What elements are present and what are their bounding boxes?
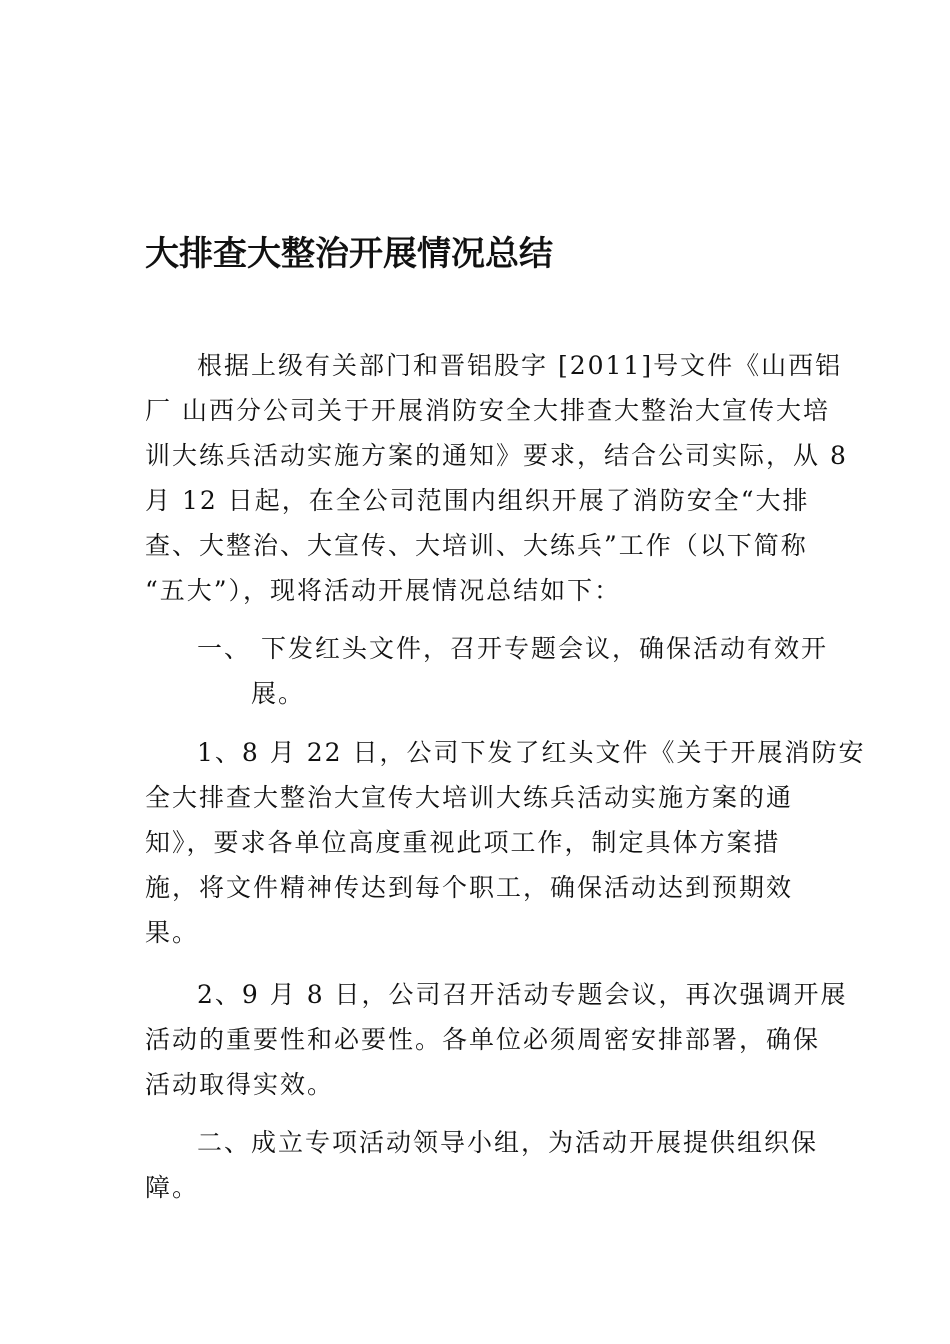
item-paragraph-1 <box>145 730 866 955</box>
paragraph-line: 果。 <box>145 918 200 947</box>
document-title: 大排查大整治开展情况总结 <box>145 234 553 274</box>
heading-line: 二、成立专项活动领导小组，为活动开展提供组织保 <box>197 1128 819 1157</box>
paragraph-line: 活动的重要性和必要性。各单位必须周密安排部署，确保 <box>145 1025 821 1054</box>
paragraph-line: 根据上级有关部门和晋铝股字 [2011]号文件《山西铝 <box>197 351 843 380</box>
paragraph-line: 查、大整治、大宣传、大培训、大练兵”工作（以下简称 <box>145 531 808 560</box>
heading-line: 展。 <box>251 679 306 708</box>
paragraph-line: 1、8 月 22 日，公司下发了红头文件《关于开展消防安 <box>197 738 866 767</box>
paragraph-line: “五大”），现将活动开展情况总结如下： <box>145 576 622 605</box>
paragraph-line: 训大练兵活动实施方案的通知》要求，结合公司实际，从 8 <box>145 441 848 470</box>
paragraph-line: 知》，要求各单位高度重视此项工作，制定具体方案措 <box>145 828 781 857</box>
paragraph-line: 活动取得实效。 <box>145 1070 335 1099</box>
paragraph-line: 月 12 日起，在全公司范围内组织开展了消防安全“大排 <box>145 486 810 515</box>
paragraph-line: 全大排查大整治大宣传大培训大练兵活动实施方案的通 <box>145 783 794 812</box>
intro-paragraph <box>145 343 848 613</box>
section-heading-2 <box>145 1120 819 1210</box>
paragraph-line: 施，将文件精神传达到每个职工，确保活动达到预期效 <box>145 873 794 902</box>
heading-line: 障。 <box>145 1173 200 1202</box>
section-heading-1 <box>145 626 828 716</box>
paragraph-line: 2、9 月 8 日，公司召开活动专题会议，再次强调开展 <box>197 980 848 1009</box>
paragraph-line: 厂 山西分公司关于开展消防安全大排查大整治大宣传大培 <box>145 396 830 425</box>
heading-line: 一、 下发红头文件，召开专题会议，确保活动有效开 <box>197 634 828 663</box>
item-paragraph-2 <box>145 972 848 1107</box>
